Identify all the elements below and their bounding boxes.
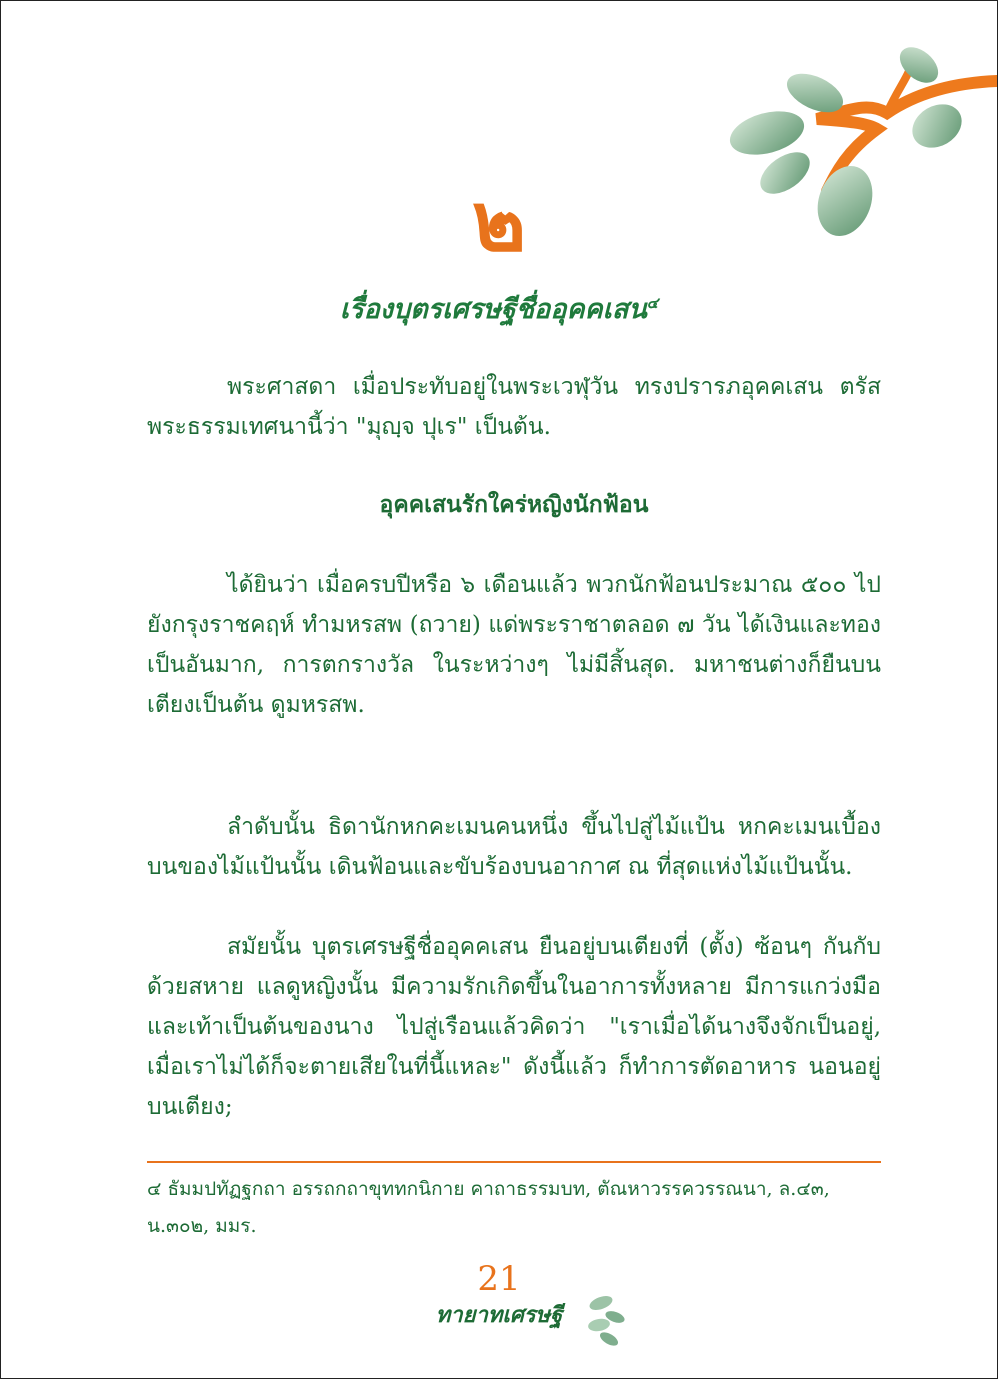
section-heading: อุคคเสนรักใคร่หญิงนักฟ้อน: [379, 491, 649, 518]
footnote-text: ธัมมปทัฏฐกถา อรรถกถาขุททกนิกาย คาถาธรรมบท, ตัณหาวรรควรรณนา, ล.๔๓, น.๓๐๒, มมร.: [147, 1178, 830, 1237]
footnote: [147, 1171, 881, 1245]
paragraph-intro: พระศาสดา เมื่อประทับอยู่ในพระเวฬุวัน ทรงปรารภอุคคเสน ตรัสพระธรรมเทศนานี้ว่า "มุญฺจ ปุเร" เป็นต้น.: [147, 374, 881, 440]
chapter-number: ๒: [471, 174, 527, 270]
page-number: 21: [477, 1259, 521, 1299]
paragraph-acrobat: ลำดับนั้น ธิดานักหกคะเมนคนหนึ่ง ขึ้นไปสู่ไม้แป้น หกคะเมนเบื้องบนของไม้แป้นนั้น เดินฟ้อนและขับร้องบนอากาศ ณ ที่สุดแห่งไม้แป้นนั้น.: [147, 814, 881, 880]
paragraph-uggasena: สมัยนั้น บุตรเศรษฐีชื่ออุคคเสน ยืนอยู่บนเตียงที่ (ตั้ง) ซ้อนๆ กันกับด้วยสหาย แลดูหญิงนั้น มีความรักเกิดขึ้นในอาการทั้งหลาย มีการแกว่งมือและเท้าเป็นต้นของนาง ไปสู่เรือนแล้วคิดว่า "เราเมื่อได้นางจึงจักเป็นอยู่, เมื่อเราไม่ได้ก็จะตายเสียในที่นี้แหละ" ดังนี้แล้ว ก็ทำการตัดอาหาร นอนอยู่บนเตียง;: [147, 934, 881, 1120]
footnote-marker: ๔: [646, 294, 659, 312]
chapter-title-text: เรื่องบุตรเศรษฐีชื่ออุคคเสน: [339, 294, 647, 325]
paragraph-dancers: ได้ยินว่า เมื่อครบปีหรือ ๖ เดือนแล้ว พวกนักฟ้อนประมาณ ๕๐๐ ไปยังกรุงราชคฤห์ ทำมหรสพ (ถวาย) แด่พระราชาตลอด ๗ วัน ได้เงินและทองเป็นอันมาก, การตกรางวัล ในระหว่างๆ ไม่มีสิ้นสุด. มหาชนต่างก็ยืนบนเตียงเป็นต้น ดูมหรสพ.: [147, 572, 881, 718]
chapter-title: [1, 287, 997, 330]
footnote-divider: [147, 1161, 881, 1163]
footnote-number: ๔: [147, 1178, 162, 1200]
leaf-sprig-icon: [573, 1289, 633, 1349]
book-brand: ทายาทเศรษฐี: [435, 1302, 563, 1328]
